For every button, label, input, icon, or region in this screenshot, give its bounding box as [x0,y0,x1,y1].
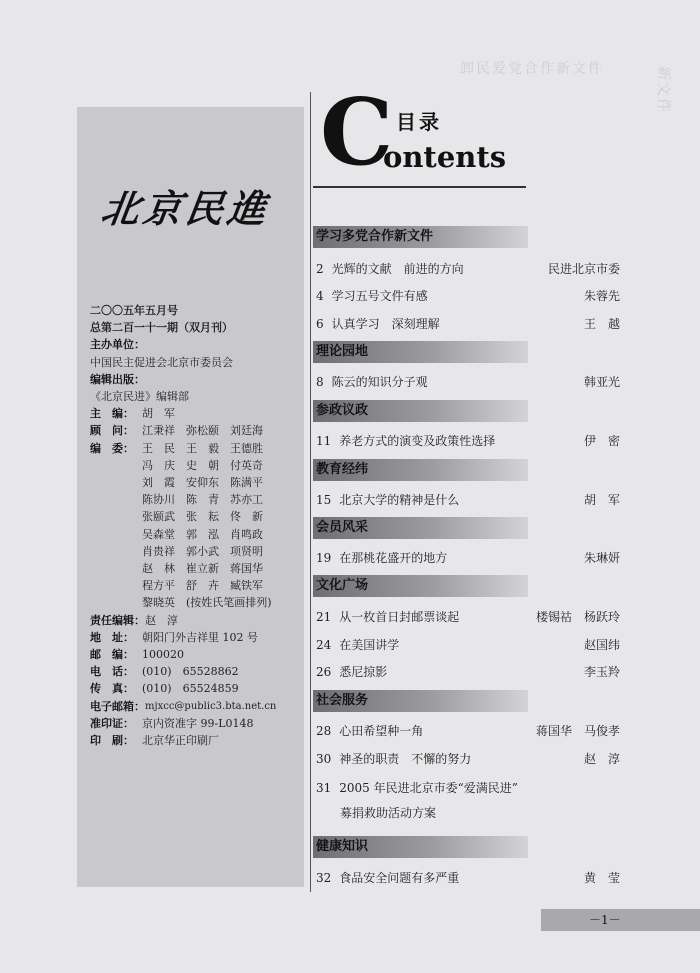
bleed-through-text: 新文件 [655,66,671,114]
entry-title: 陈云的知识分子观 [331,375,428,389]
section-header: 健康知识 [313,836,528,858]
entry-page: 30 [316,752,332,766]
permit-value: 京内资准字 99-L0148 [142,716,254,730]
toc-entry[interactable] [316,550,620,566]
resp-editor-value: 赵 淳 [145,613,178,627]
toc-entry[interactable] [316,723,620,739]
entry-title: 北京大学的精神是什么 [339,493,460,507]
chief-label: 主 编： [90,407,134,421]
entry-title: 在美国讲学 [339,638,400,652]
toc-entry[interactable] [316,664,620,680]
toc-entry[interactable] [316,288,620,304]
advisor-value: 江秉祥 弥松颐 刘廷海 [142,424,263,438]
entry-author: 朱蓉先 [583,289,620,303]
entry-title: 心田希望种一角 [339,724,424,738]
editor-value: 《北京民进》编辑部 [90,390,189,404]
issue-date: 二〇〇五年五月号 [90,304,178,317]
entry-page: 15 [316,493,332,507]
toc-entry[interactable] [316,751,620,767]
fax-label: 传 真： [90,682,134,696]
entry-title: 光辉的文献 前进的方向 [331,262,464,276]
postcode-value: 100020 [142,648,184,662]
entry-page: 24 [316,638,332,652]
phone-value: (010) 65528862 [142,665,239,679]
committee-line: 黎晓英 (按姓氏笔画排列) [142,596,272,610]
permit-label: 准印证： [90,716,134,730]
toc-entry[interactable] [316,433,620,449]
bleed-through-text: 卸民爱党合作新文件 [460,61,604,77]
section-header: 学习多党合作新文件 [313,226,528,248]
section-header: 理论园地 [313,341,528,363]
postcode-label: 邮 编： [90,648,134,662]
entry-page: 8 [316,375,324,389]
committee-line: 冯 庆 史 朝 付英奇 [142,458,263,472]
committee-line: 程方平 舒 卉 臧铁军 [142,579,263,593]
entry-page: 32 [316,871,332,885]
contents-logo-rule [313,186,526,188]
section-header: 文化广场 [313,575,528,597]
entry-author: 黄 莹 [583,871,620,885]
entry-title: 悉尼掠影 [339,665,388,679]
committee-line: 陈协川 陈 青 苏亦工 [142,493,263,507]
host-value: 中国民主促进会北京市委员会 [90,355,233,369]
entry-page: 2 [316,262,324,276]
entry-author: 赵 淳 [583,752,620,766]
entry-author: 蒋国华 马俊孝 [535,724,620,738]
toc-entry[interactable] [316,780,620,796]
entry-title: 2005 年民进北京市委“爱满民进” [339,781,518,795]
entry-author: 胡 军 [583,493,620,507]
contents-logo-mulu: 目录 [396,110,442,134]
advisor-label: 顾 问： [90,424,134,438]
entry-author: 朱琳妍 [583,551,620,565]
entry-title: 神圣的职责 不懈的努力 [339,752,472,766]
address-value: 朝阳门外吉祥里 102 号 [142,630,258,644]
contents-logo-ontents: ontents [383,140,507,174]
section-header: 社会服务 [313,690,528,712]
editor-label: 编辑出版： [90,372,145,386]
entry-page: 6 [316,317,324,331]
issue-total: 总第二百一十一期（双月刊） [90,321,233,335]
toc-entry[interactable] [316,637,620,653]
entry-page: 4 [316,289,324,303]
committee-line: 赵 林 崔立新 蒋国华 [142,562,263,576]
entry-page: 21 [316,610,332,624]
section-header: 会员风采 [313,517,528,539]
contents-logo-c: C [320,78,394,186]
entry-author: 民进北京市委 [547,262,620,276]
committee-label: 编 委： [90,441,134,455]
entry-page: 11 [316,434,332,448]
toc-entry[interactable] [316,374,620,390]
column-divider [310,92,311,892]
entry-author: 李玉羚 [583,665,620,679]
entry-page: 19 [316,551,332,565]
committee-line: 王 民 王 毅 王德胜 [142,441,263,455]
address-label: 地 址： [90,630,134,644]
entry-title: 从一枚首日封邮票谈起 [339,610,460,624]
section-header: 教育经纬 [313,459,528,481]
committee-line: 刘 霞 安仰东 陈满平 [142,476,263,490]
toc-entry[interactable] [316,316,620,332]
section-header: 参政议政 [313,400,528,422]
entry-page: 28 [316,724,332,738]
entry-author: 韩亚光 [583,375,620,389]
committee-line: 吴森堂 郭 泓 肖鸣政 [142,527,263,541]
toc-entry[interactable] [316,609,620,625]
resp-editor-label: 责任编辑： [90,613,145,627]
email-value: mjxcc@public3.bta.net.cn [145,700,277,712]
toc-entry[interactable] [316,492,620,508]
entry-title: 认真学习 深刻理解 [331,317,440,331]
page-number: －1－ [541,909,700,931]
printer-value: 北京华正印刷厂 [142,734,219,748]
chief-value: 胡 军 [142,407,175,421]
magazine-logo: 北京民進 [98,186,273,231]
phone-label: 电 话： [90,665,134,679]
entry-title: 食品安全问题有多严重 [339,871,460,885]
entry-page: 31 [316,781,332,795]
entry-title: 在那桃花盛开的地方 [339,551,448,565]
entry-author: 赵国纬 [583,638,620,652]
email-label: 电子邮箱： [90,699,145,713]
printer-label: 印 刷： [90,734,134,748]
entry-author: 楼锡祜 杨跃玲 [535,610,620,624]
entry-title: 学习五号文件有感 [331,289,428,303]
toc-entry[interactable] [316,261,620,277]
entry-title: 养老方式的演变及政策性选择 [339,434,496,448]
committee-line: 肖贵祥 郭小武 项贤明 [142,544,263,558]
entry-page: 26 [316,665,332,679]
committee-line: 张颐武 张 耘 佟 新 [142,510,263,524]
entry-author: 王 越 [583,317,620,331]
host-label: 主办单位： [90,338,145,352]
entry-author: 伊 密 [583,434,620,448]
publication-info [90,302,305,749]
toc-entry[interactable] [316,870,620,886]
entry-title-continued: 募捐救助活动方案 [340,806,437,820]
fax-value: (010) 65524859 [142,682,239,696]
